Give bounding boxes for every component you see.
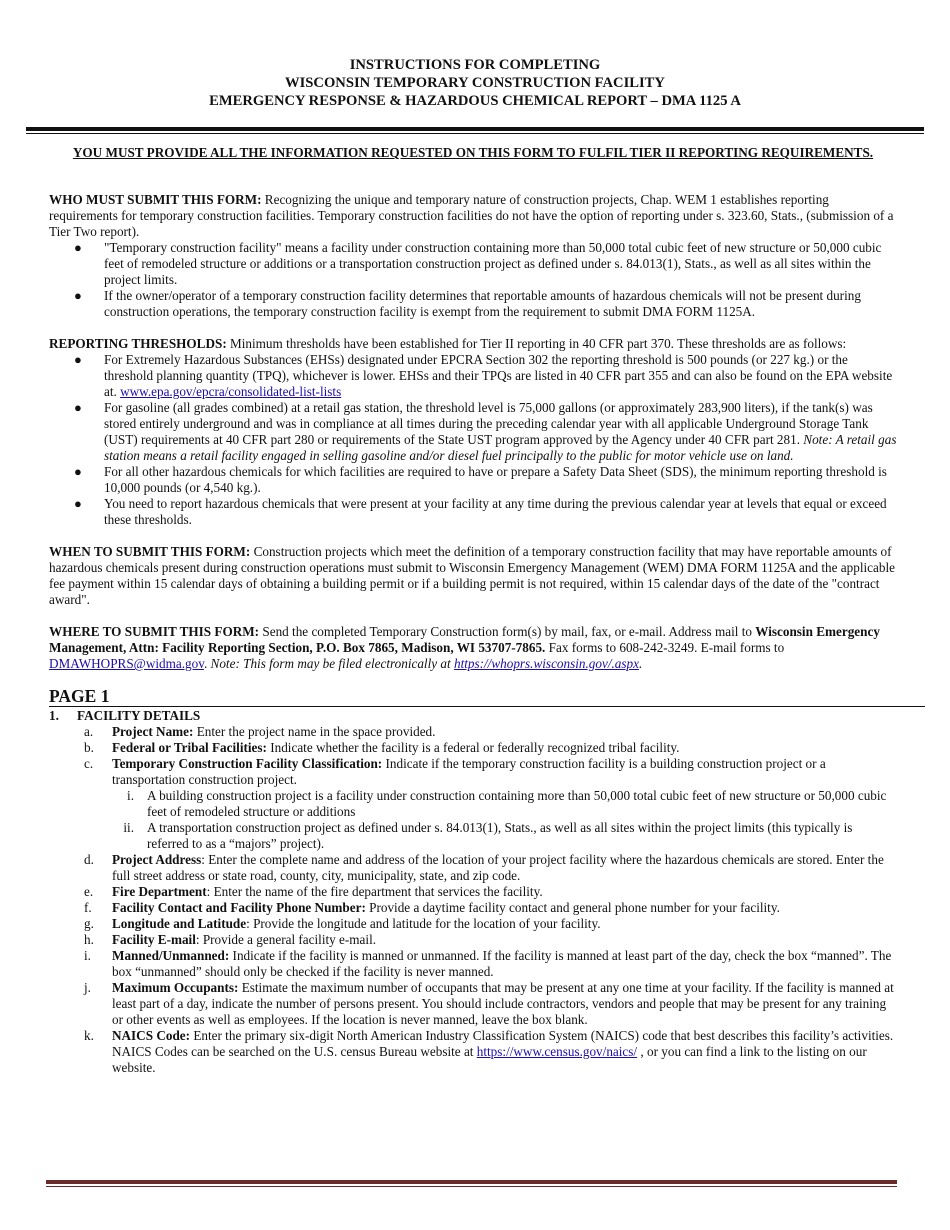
list-item: e. Fire Department: Enter the name of the fire department that services the facility.: [84, 884, 543, 899]
header-rule: [26, 127, 924, 131]
thresholds-paragraph: [49, 336, 897, 352]
list-item: i. A building construction project is a facility under construction containing more than 50,000 total cubic feet of new structure or 50,000 cubic feet of remodeled structure or additions: [127, 788, 887, 819]
document-body: [49, 192, 897, 1076]
bullet-icon: ●: [74, 352, 82, 367]
bullet-icon: ●: [74, 464, 82, 479]
mailing-address: Wisconsin Emergency Management, Attn: Facility Reporting Section, P.O. Box 7865, Madison, WI 53707-7865.: [49, 624, 880, 655]
title-line-2: WISCONSIN TEMPORARY CONSTRUCTION FACILITY: [285, 75, 665, 91]
when-label: WHEN TO SUBMIT THIS FORM:: [49, 544, 251, 559]
facility-details-list: [49, 724, 897, 1076]
title-line-1: INSTRUCTIONS FOR COMPLETING: [349, 57, 601, 73]
footer-rule: [46, 1180, 897, 1184]
who-paragraph: [49, 192, 897, 240]
classification-sub-list: [112, 788, 897, 852]
bullet-icon: ●: [74, 496, 82, 511]
facility-details-heading: 1. FACILITY DETAILS: [49, 708, 201, 723]
where-paragraph: WHERE TO SUBMIT THIS FORM: Send the completed Temporary Construction form(s) by mail, fax, or e-mail. Address mail to Wisconsin Emergency Management, Attn: Facility Reporting Section, P.O. Box 7865, Madison, WI 53707-7865. Fax forms to 608-242-3249. E-mail forms to DMAWHOPRS@widma.gov. Note: This form may be filed electronically at https://whoprs.wisconsin.gov/.aspx.: [49, 624, 880, 671]
when-paragraph: [49, 544, 897, 608]
list-item: a. Project Name: Enter the project name in the space provided.: [84, 724, 436, 739]
title-line-3: EMERGENCY RESPONSE & HAZARDOUS CHEMICAL REPORT – DMA 1125 A: [209, 93, 741, 109]
threshold-bullets: [49, 352, 897, 528]
gas-station-note: Note: A retail gas station means a retail facility engaged in selling gasoline and/or diesel fuel principally to the public for motor vehicle use on land.: [104, 432, 897, 463]
when-text: Construction projects which meet the definition of a temporary construction facility that may have reportable amounts of hazardous chemicals present during construction operations must submit to Wisconsin Emergency Management (WEM) DMA FORM 1125A and the applicable fee payment within 15 calendar days of obtaining a building permit or if a building permit is not required, within 15 calendar days of the date of the "contract award".: [49, 544, 895, 607]
bullet-icon: ●: [74, 240, 82, 255]
document-title: [0, 56, 950, 110]
electronic-note: Note: This form may be filed electronically at https://whoprs.wisconsin.gov/.aspx.: [210, 656, 643, 671]
list-item: g. Longitude and Latitude: Provide the longitude and latitude for the location of your facility.: [84, 916, 601, 931]
thresholds-text: Minimum thresholds have been established for Tier II reporting in 40 CFR part 370. These thresholds are as follows:: [226, 336, 847, 351]
footer-rule-thin: [46, 1186, 897, 1187]
thresholds-label: REPORTING THRESHOLDS:: [49, 336, 227, 351]
list-item: ● For gasoline (all grades combined) at a retail gas station, the threshold level is 75,000 gallons (or approximately 283,900 liters), if the tank(s) was stored entirely underground and was in compliance at all times during the preceding calendar year with all applicable Underground Storage Tank (UST) requirements at 40 CFR part 280 or requirements of the State UST program approved by the Agency under 40 CFR part 281. Note: A retail gas station means a retail facility engaged in selling gasoline and/or diesel fuel principally to the public for motor vehicle use on land.: [74, 400, 897, 463]
who-bullets: [49, 240, 897, 320]
list-item: ● You need to report hazardous chemicals that were present at your facility at any time during the previous calendar year at levels that equal or exceed these thresholds.: [74, 496, 887, 527]
list-item: f. Facility Contact and Facility Phone Number: Provide a daytime facility contact and general phone number for your facility.: [84, 900, 780, 915]
list-item: k. NAICS Code: Enter the primary six-digit North American Industry Classification System (NAICS) code that best describes this facility’s activities. NAICS Codes can be searched on the U.S. census Bureau website at https://www.census.gov/naics/ , or you can find a link to the listing on our website.: [84, 1028, 894, 1075]
who-text: Recognizing the unique and temporary nature of construction projects, Chap. WEM 1 establishes reporting requirements for temporary construction facilities. Temporary construction facilities do not have the option of reporting under s. 323.60, Stats., (submission of a Tier Two report).: [49, 192, 894, 239]
list-item: ● For Extremely Hazardous Substances (EHSs) designated under EPCRA Section 302 the reporting threshold is 500 pounds (or 227 kg.) or the threshold planning quantity (TPQ), whichever is lower. EHSs and their TPQs are listed in 40 CFR part 355 and can also be found on the EPA website at. www.epa.gov/epcra/consolidated-list-lists: [74, 352, 893, 399]
where-label: WHERE TO SUBMIT THIS FORM:: [49, 624, 260, 639]
email-link[interactable]: DMAWHOPRS@widma.gov: [49, 656, 204, 671]
list-item: ● "Temporary construction facility" means a facility under construction containing more than 50,000 total cubic feet of new structure or 50,000 cubic feet of remodeled structure or additions or a transportation construction project as defined under s. 84.013(1), Stats., as well as all sites within the project limits.: [74, 240, 882, 287]
list-item: d. Project Address: Enter the complete name and address of the location of your project facility where the hazardous chemicals are stored. Enter the full street address or state road, county, city, municipality, state, and zip code.: [84, 852, 884, 883]
header-rule-thin: [26, 133, 924, 134]
list-item: b. Federal or Tribal Facilities: Indicate whether the facility is a federal or federally recognized tribal facility.: [84, 740, 680, 755]
census-naics-link[interactable]: https://www.census.gov/naics/: [476, 1044, 638, 1059]
who-label: WHO MUST SUBMIT THIS FORM:: [49, 192, 262, 207]
list-item: i. Manned/Unmanned: Indicate if the facility is manned or unmanned. If the facility is manned at least part of the day, check the box “manned”. The box “unmanned” should only be checked if the facility is never manned.: [84, 948, 892, 979]
page-heading: PAGE 1: [49, 686, 925, 707]
list-item: j. Maximum Occupants: Estimate the maximum number of occupants that may be present at any one time at your facility. If the facility is manned at least part of a day, indicate the number of persons present. You should include contractors, vendors and people that may be present for any training or other events as well as employees. If the location is never manned, leave the box blank.: [84, 980, 894, 1027]
epa-link[interactable]: www.epa.gov/epcra/consolidated-list-lists: [120, 384, 342, 399]
list-item: c. Temporary Construction Facility Classification: Indicate if the temporary construction facility is a building construction project or a transportation construction project. i. A building construction project is a facility under construction containing more than 50,000 total cubic feet of new structure or 50,000 cubic feet of remodeled structure or additions ii. A transportation construction project as defined under s. 84.013(1), Stats., as well as all sites within the project limits (this typically is referred to as a “majors” project).: [49, 756, 897, 852]
bullet-icon: ●: [74, 400, 82, 415]
list-item: ● If the owner/operator of a temporary construction facility determines that reportable amounts of hazardous chemicals will not be present during construction operations, the temporary construction facility is exempt from the requirement to submit DMA FORM 1125A.: [74, 288, 861, 319]
whoprs-link[interactable]: https://whoprs.wisconsin.gov/.aspx: [453, 656, 639, 671]
list-item: ii. A transportation construction project as defined under s. 84.013(1), Stats., as well as all sites within the project limits (this typically is referred to as a “majors” project).: [123, 820, 853, 851]
list-item: h. Facility E-mail: Provide a general facility e-mail.: [84, 932, 377, 947]
requirement-notice: YOU MUST PROVIDE ALL THE INFORMATION REQUESTED ON THIS FORM TO FULFIL TIER II REPORTING REQUIREMENTS.: [72, 145, 874, 160]
list-item: ● For all other hazardous chemicals for which facilities are required to have or prepare a Safety Data Sheet (SDS), the minimum reporting threshold is 10,000 pounds (or 4,540 kg.).: [74, 464, 887, 495]
bullet-icon: ●: [74, 288, 82, 303]
